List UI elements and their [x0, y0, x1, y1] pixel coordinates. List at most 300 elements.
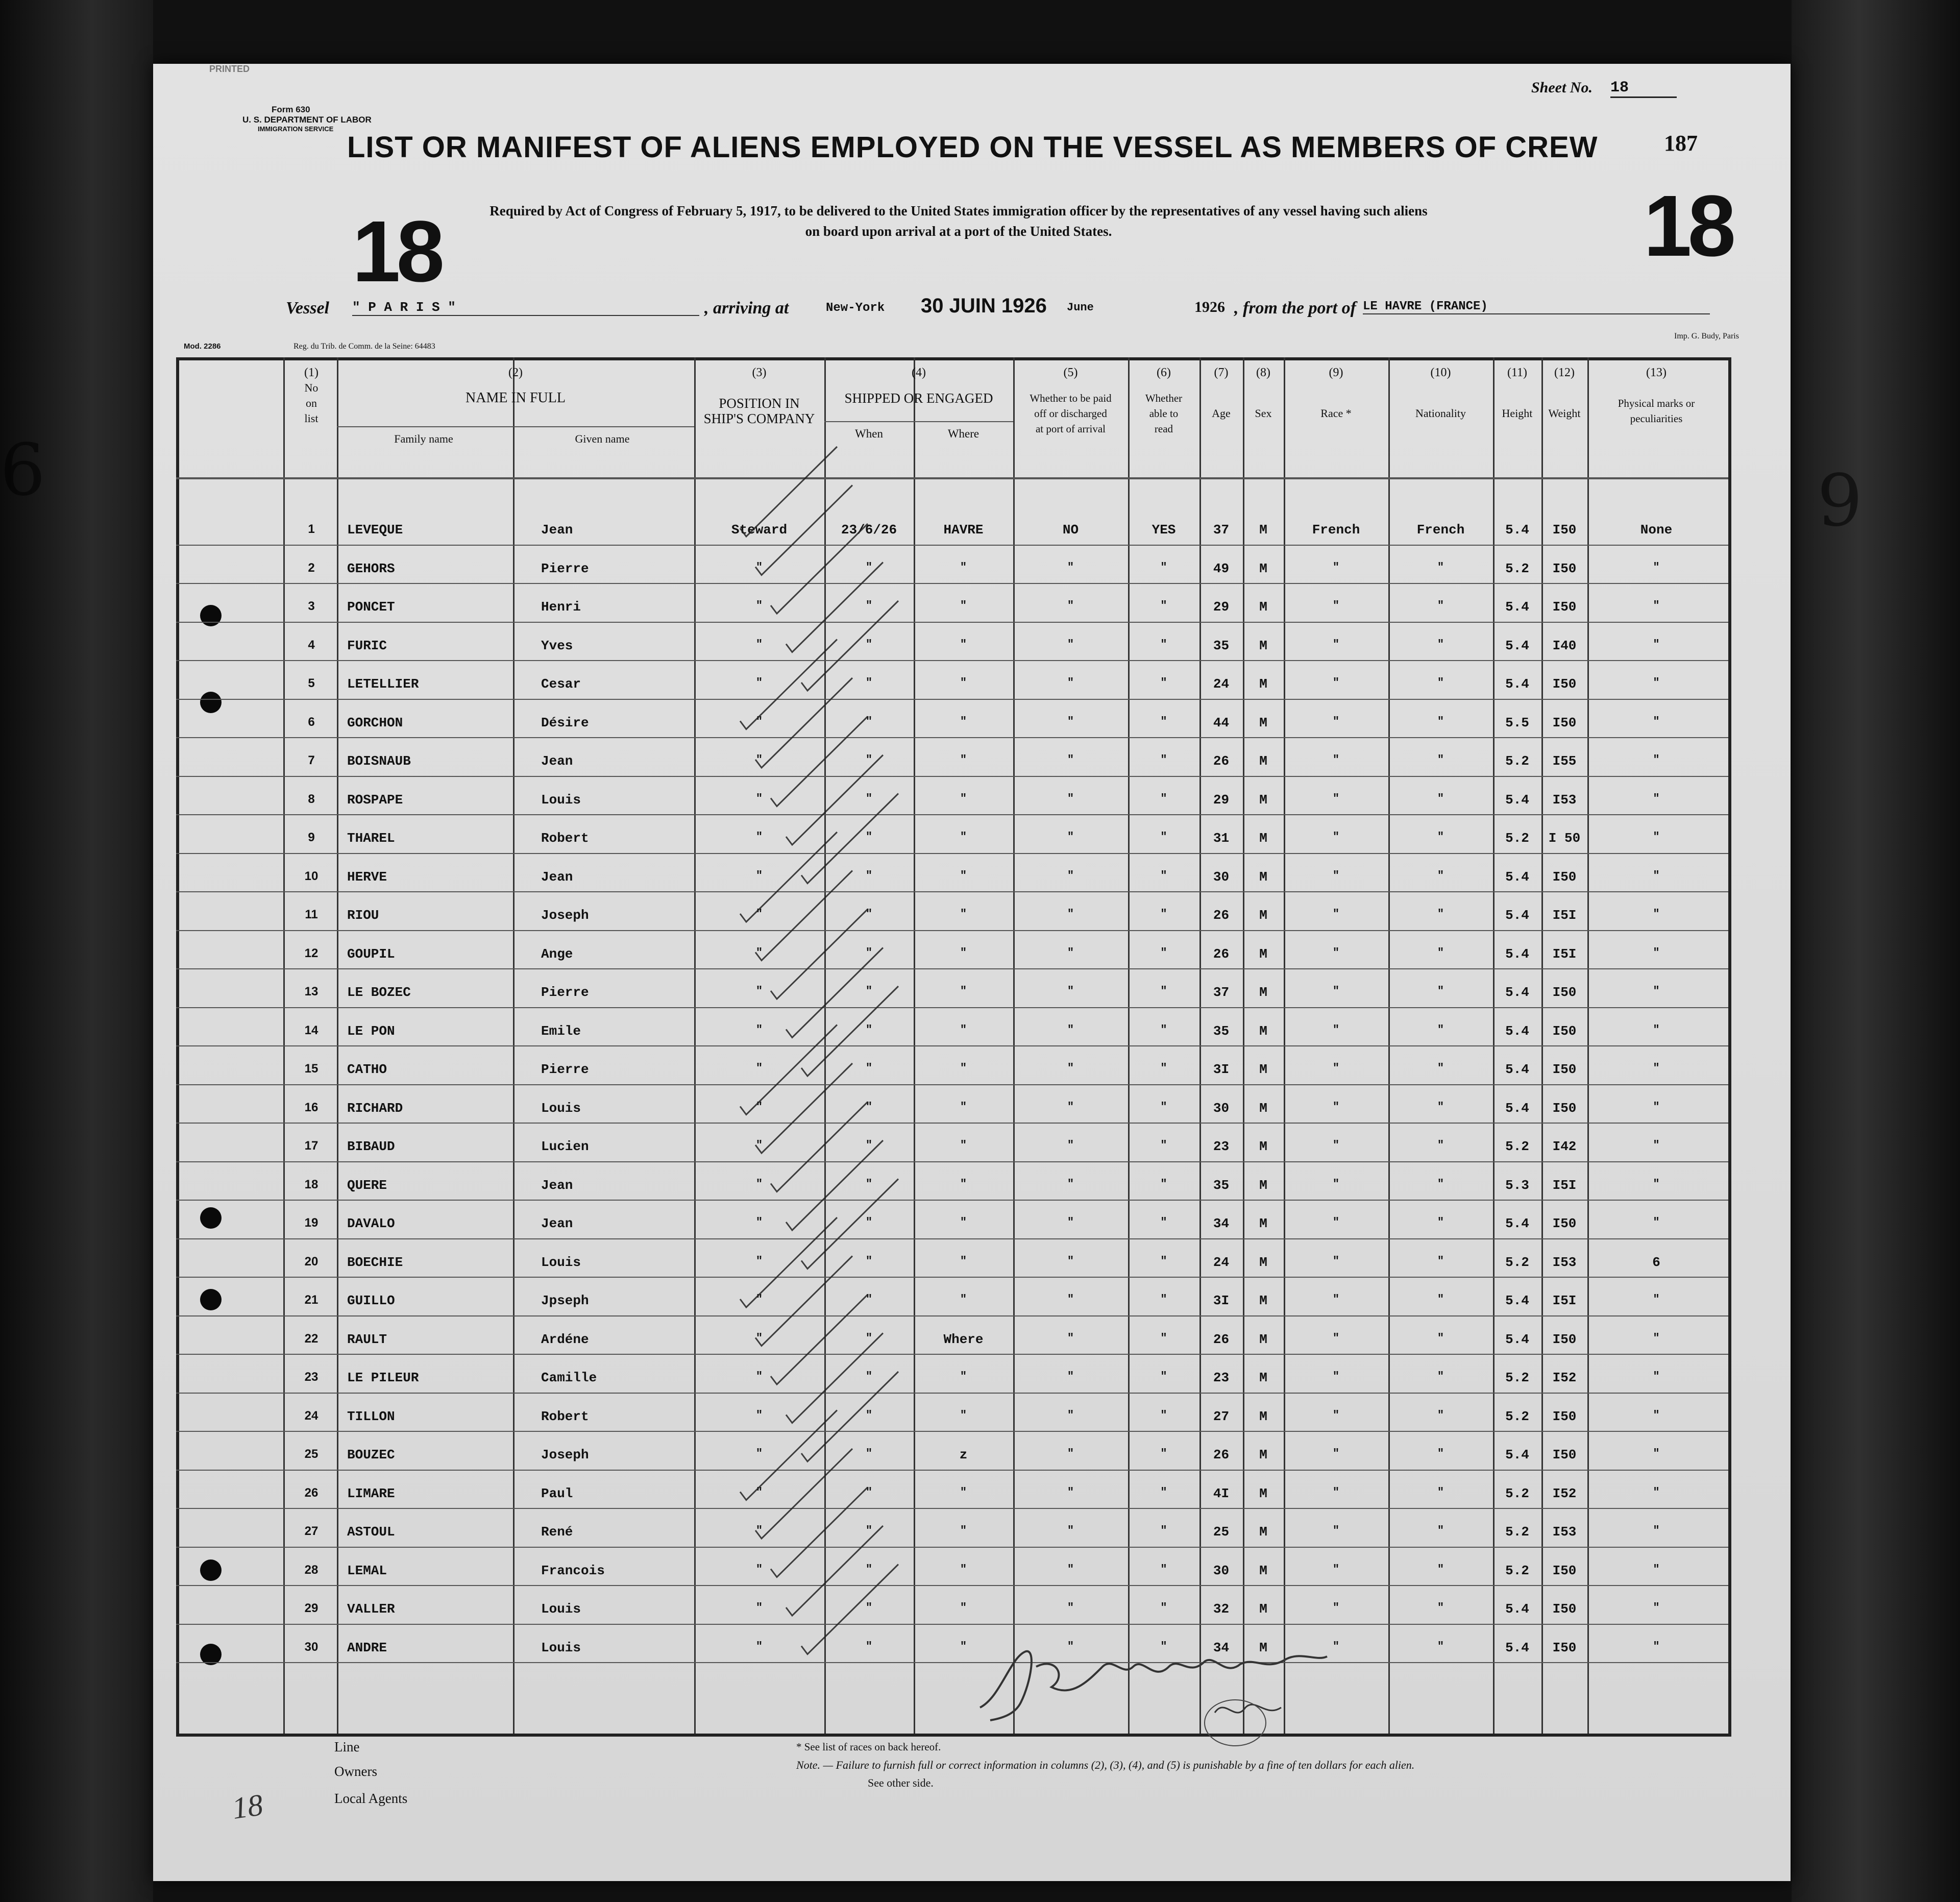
cell-height: 5.2 — [1505, 1254, 1529, 1270]
cell-family: TILLON — [347, 1408, 395, 1424]
cell-where: " — [960, 560, 967, 574]
cell-height: 5.4 — [1505, 1447, 1529, 1462]
cell-weight: I5I — [1552, 1293, 1577, 1308]
cell-nationality: " — [1437, 599, 1444, 612]
cell-age: 26 — [1213, 908, 1230, 923]
cell-paid: " — [1067, 1640, 1074, 1653]
cell-position: " — [755, 1524, 763, 1537]
cell-given: Joseph — [541, 908, 589, 923]
cell-when: " — [865, 1254, 873, 1267]
cell-nationality: " — [1437, 1331, 1444, 1345]
cell-given: Jean — [541, 522, 573, 538]
cell-nationality: " — [1437, 1100, 1444, 1113]
cell-when: " — [865, 1331, 873, 1345]
cell-race: " — [1332, 1485, 1340, 1499]
cell-read: " — [1160, 946, 1167, 959]
cell-when: " — [865, 985, 873, 997]
cell-age: 35 — [1213, 1023, 1230, 1039]
cell-read: " — [1160, 1563, 1167, 1576]
sheet-number: 18 — [1610, 79, 1677, 98]
cell-read: " — [1160, 599, 1167, 612]
check-mark — [740, 640, 837, 729]
race-note: * See list of races on back hereof. — [796, 1741, 941, 1753]
scan-edge-left — [0, 0, 153, 1902]
cell-given: Camille — [541, 1370, 597, 1385]
cell-paid: NO — [1062, 522, 1079, 538]
cell-no: 3 — [308, 599, 315, 613]
cell-nationality: " — [1437, 1524, 1444, 1537]
cell-marks: " — [1653, 676, 1660, 689]
cell-age: 34 — [1213, 1640, 1230, 1655]
cell-where: " — [960, 753, 967, 766]
cell-given: Louis — [541, 1640, 581, 1655]
form-number: Form 630 — [272, 105, 310, 114]
cell-race: " — [1332, 1447, 1340, 1460]
cell-paid: " — [1067, 1254, 1074, 1267]
cell-age: 29 — [1213, 599, 1230, 615]
cell-paid: " — [1067, 908, 1074, 920]
cell-marks: " — [1653, 985, 1660, 997]
cell-nationality: " — [1437, 715, 1444, 728]
check-mark — [786, 1140, 883, 1230]
cell-height: 5.4 — [1505, 1100, 1529, 1116]
cell-position: " — [755, 1447, 763, 1460]
cell-family: RIOU — [347, 908, 379, 923]
cell-paid: " — [1067, 1100, 1074, 1113]
page-number: 187 — [1664, 131, 1698, 156]
cell-family: BOISNAUB — [347, 753, 411, 769]
cell-where: " — [960, 1254, 967, 1267]
cell-race: " — [1332, 1177, 1340, 1190]
cell-given: René — [541, 1524, 573, 1540]
cell-sex: M — [1259, 1177, 1267, 1193]
cell-weight: I50 — [1552, 1331, 1577, 1347]
cell-nationality: " — [1437, 638, 1444, 651]
check-mark — [755, 1449, 852, 1539]
from-port-label: , from the port of — [1234, 299, 1356, 318]
sheet-label: Sheet No. — [1531, 79, 1592, 96]
cell-where: " — [960, 1216, 967, 1229]
cell-sex: M — [1259, 1254, 1267, 1270]
check-mark — [755, 678, 852, 768]
cell-family: PONCET — [347, 599, 395, 615]
cell-marks: " — [1653, 1177, 1660, 1190]
cell-paid: " — [1067, 1023, 1074, 1036]
cell-read: " — [1160, 1408, 1167, 1422]
cell-position: " — [755, 676, 763, 689]
col-header-given: Given name — [575, 432, 630, 445]
cell-read: " — [1160, 1293, 1167, 1306]
check-mark — [786, 1526, 883, 1616]
cell-height: 5.4 — [1505, 1293, 1529, 1308]
cell-read: " — [1160, 1601, 1167, 1614]
cell-where: " — [960, 1485, 967, 1499]
cell-marks: " — [1653, 1062, 1660, 1075]
cell-age: 37 — [1213, 522, 1230, 538]
cell-where: " — [960, 676, 967, 689]
cell-family: GOUPIL — [347, 946, 395, 962]
cell-marks: " — [1653, 1100, 1660, 1113]
check-mark — [801, 1565, 898, 1654]
col-header-10: (10) Nationality — [1415, 366, 1466, 420]
cell-weight: I50 — [1552, 985, 1577, 1000]
cell-marks: " — [1653, 1139, 1660, 1152]
cell-when: " — [865, 1524, 873, 1537]
cell-height: 5.4 — [1505, 908, 1529, 923]
cell-marks: " — [1653, 599, 1660, 612]
arriving-port: New-York — [826, 301, 885, 315]
cell-sex: M — [1259, 522, 1267, 538]
cell-given: Louis — [541, 1100, 581, 1116]
cell-paid: " — [1067, 1216, 1074, 1229]
cell-weight: I50 — [1552, 869, 1577, 885]
printer-credit: Imp. G. Budy, Paris — [1674, 332, 1739, 340]
col-header-when: When — [855, 427, 883, 440]
registry-line: Reg. du Trib. de Comm. de la Seine: 64483 — [293, 342, 435, 351]
cell-position: " — [755, 1100, 763, 1113]
cell-no: 28 — [304, 1563, 318, 1577]
cell-race: " — [1332, 638, 1340, 651]
cell-nationality: " — [1437, 1293, 1444, 1306]
inspector-signature — [970, 1636, 1337, 1748]
cell-position: " — [755, 1563, 763, 1576]
cell-no: 26 — [304, 1485, 318, 1500]
cell-given: Jean — [541, 869, 573, 885]
cell-when: " — [865, 1062, 873, 1075]
cell-weight: I50 — [1552, 599, 1577, 615]
cell-no: 19 — [304, 1216, 318, 1230]
cell-race: " — [1332, 1370, 1340, 1383]
cell-family: BIBAUD — [347, 1139, 395, 1154]
cell-position: " — [755, 1062, 763, 1075]
cell-no: 4 — [308, 638, 315, 652]
cell-height: 5.4 — [1505, 638, 1529, 653]
cell-marks: None — [1640, 522, 1673, 538]
cell-marks: " — [1653, 1524, 1660, 1537]
check-mark — [771, 717, 868, 807]
cell-read: " — [1160, 1177, 1167, 1190]
cell-marks: " — [1653, 1293, 1660, 1306]
cell-height: 5.4 — [1505, 522, 1529, 538]
cell-where: " — [960, 638, 967, 651]
cell-family: LETELLIER — [347, 676, 419, 692]
cell-marks: " — [1653, 1370, 1660, 1383]
cell-no: 2 — [308, 560, 315, 575]
cell-marks: " — [1653, 908, 1660, 920]
cell-position: " — [755, 869, 763, 882]
cell-sex: M — [1259, 638, 1267, 653]
cell-where: " — [960, 1293, 967, 1306]
cell-age: 4I — [1213, 1485, 1230, 1501]
see-other-side: See other side. — [868, 1776, 934, 1789]
cell-where: " — [960, 1100, 967, 1113]
cell-sex: M — [1259, 1601, 1267, 1617]
cell-marks: " — [1653, 1601, 1660, 1614]
cell-paid: " — [1067, 946, 1074, 959]
arrival-date-stamp: 30 JUIN 1926 — [921, 295, 1047, 317]
cell-where: z — [959, 1447, 968, 1462]
cell-family: LE PON — [347, 1023, 395, 1039]
local-agents-label: Local Agents — [334, 1791, 408, 1806]
cell-weight: I52 — [1552, 1485, 1577, 1501]
cell-weight: I50 — [1552, 1640, 1577, 1655]
cell-sex: M — [1259, 1524, 1267, 1540]
cell-height: 5.4 — [1505, 946, 1529, 962]
cell-read: " — [1160, 1640, 1167, 1653]
cell-family: VALLER — [347, 1601, 395, 1617]
cell-paid: " — [1067, 1408, 1074, 1422]
arriving-label: , arriving at — [704, 299, 789, 318]
cell-nationality: French — [1416, 522, 1465, 538]
col-header-5: (5) Whether to be paid off or discharged at port of arrival — [1030, 366, 1112, 435]
cell-family: LEMAL — [347, 1563, 387, 1578]
cell-family: CATHO — [347, 1062, 387, 1077]
cell-given: Pierre — [541, 560, 589, 576]
cell-read: " — [1160, 1216, 1167, 1229]
cell-paid: " — [1067, 1563, 1074, 1576]
cell-given: Désire — [541, 715, 589, 730]
cell-where: " — [960, 792, 967, 805]
cell-when: " — [865, 1485, 873, 1499]
cell-weight: I50 — [1552, 1100, 1577, 1116]
cell-height: 5.4 — [1505, 1331, 1529, 1347]
cell-paid: " — [1067, 1447, 1074, 1460]
cell-when: " — [865, 946, 873, 959]
cell-sex: M — [1259, 1447, 1267, 1462]
cell-height: 5.2 — [1505, 560, 1529, 576]
cell-race: " — [1332, 1139, 1340, 1152]
cell-sex: M — [1259, 869, 1267, 885]
cell-age: 24 — [1213, 676, 1230, 692]
cell-age: 44 — [1213, 715, 1230, 730]
cell-age: 26 — [1213, 1331, 1230, 1347]
cell-read: " — [1160, 1139, 1167, 1152]
cell-weight: I50 — [1552, 1563, 1577, 1578]
cell-height: 5.4 — [1505, 1062, 1529, 1077]
cell-when: " — [865, 1293, 873, 1306]
cell-read: " — [1160, 1254, 1167, 1267]
cell-race: " — [1332, 869, 1340, 882]
cell-given: Yves — [541, 638, 573, 653]
cell-marks: " — [1653, 1408, 1660, 1422]
check-mark — [771, 1488, 868, 1577]
cell-sex: M — [1259, 753, 1267, 769]
cell-where: Where — [943, 1331, 984, 1347]
cell-weight: I50 — [1552, 1216, 1577, 1231]
col-header-7: (7) Age — [1212, 366, 1231, 420]
cell-position: " — [755, 1023, 763, 1036]
cell-nationality: " — [1437, 1139, 1444, 1152]
cell-paid: " — [1067, 676, 1074, 689]
cell-position: " — [755, 1601, 763, 1614]
col-header-2: (2) NAME IN FULL — [465, 366, 566, 406]
cell-age: 3I — [1213, 1293, 1230, 1308]
cell-age: 34 — [1213, 1216, 1230, 1231]
cell-given: Louis — [541, 1601, 581, 1617]
check-mark — [801, 1372, 898, 1461]
cell-position: " — [755, 1408, 763, 1422]
cell-where: " — [960, 1640, 967, 1653]
cell-age: 3I — [1213, 1062, 1230, 1077]
check-mark — [801, 794, 898, 884]
cell-no: 20 — [304, 1254, 318, 1269]
cell-no: 7 — [308, 753, 315, 767]
cell-paid: " — [1067, 792, 1074, 805]
cell-family: LIMARE — [347, 1485, 395, 1501]
cell-race: French — [1312, 522, 1360, 538]
cell-when: " — [865, 676, 873, 689]
cell-given: Joseph — [541, 1447, 589, 1462]
cell-position: " — [755, 638, 763, 651]
check-mark — [740, 1217, 837, 1307]
bleed-through-mark-right: 9 — [1817, 459, 1863, 543]
cell-where: " — [960, 715, 967, 728]
cell-height: 5.4 — [1505, 1023, 1529, 1039]
cell-weight: I5I — [1552, 908, 1577, 923]
check-mark — [801, 601, 898, 691]
cell-race: " — [1332, 908, 1340, 920]
col-header-family: Family name — [394, 432, 453, 445]
cell-when: " — [865, 599, 873, 612]
cell-height: 5.4 — [1505, 792, 1529, 808]
cell-when: " — [865, 1023, 873, 1036]
cell-family: LEVEQUE — [347, 522, 403, 538]
cell-where: " — [960, 908, 967, 920]
cell-position: " — [755, 1139, 763, 1152]
cell-no: 21 — [304, 1293, 318, 1307]
cell-given: Louis — [541, 1254, 581, 1270]
check-mark — [771, 1295, 868, 1384]
cell-position: " — [755, 1293, 763, 1306]
cell-family: GUILLO — [347, 1293, 395, 1308]
cell-sex: M — [1259, 1408, 1267, 1424]
cell-no: 29 — [304, 1601, 318, 1615]
cell-no: 27 — [304, 1524, 318, 1538]
service: IMMIGRATION SERVICE — [258, 125, 334, 133]
cell-marks: " — [1653, 946, 1660, 959]
cell-when: " — [865, 1563, 873, 1576]
cell-height: 5.2 — [1505, 1408, 1529, 1424]
cell-height: 5.2 — [1505, 1370, 1529, 1385]
cell-sex: M — [1259, 946, 1267, 962]
cell-given: Louis — [541, 792, 581, 808]
cell-read: " — [1160, 908, 1167, 920]
cell-read: " — [1160, 1100, 1167, 1113]
department: U. S. DEPARTMENT OF LABOR — [242, 115, 372, 125]
cell-height: 5.2 — [1505, 831, 1529, 846]
cell-marks: " — [1653, 1563, 1660, 1576]
cell-nationality: " — [1437, 676, 1444, 689]
cell-race: " — [1332, 1254, 1340, 1267]
cell-weight: I53 — [1552, 1524, 1577, 1540]
cell-weight: I5I — [1552, 946, 1577, 962]
cell-when: " — [865, 1100, 873, 1113]
cell-weight: I52 — [1552, 1370, 1577, 1385]
cell-when: " — [865, 753, 873, 766]
cell-race: " — [1332, 1563, 1340, 1576]
cell-age: 23 — [1213, 1370, 1230, 1385]
cell-family: ROSPAPE — [347, 792, 403, 808]
cell-family: ASTOUL — [347, 1524, 395, 1540]
cell-position: " — [755, 1485, 763, 1499]
cell-marks: " — [1653, 1216, 1660, 1229]
cell-read: " — [1160, 869, 1167, 882]
cell-where: " — [960, 1023, 967, 1036]
arrival-month: June — [1067, 301, 1094, 314]
cell-nationality: " — [1437, 908, 1444, 920]
cell-no: 14 — [304, 1023, 318, 1037]
cell-when: " — [865, 560, 873, 574]
check-mark — [740, 832, 837, 922]
cell-given: Lucien — [541, 1139, 589, 1154]
cell-read: " — [1160, 985, 1167, 997]
cell-sex: M — [1259, 1485, 1267, 1501]
cell-height: 5.4 — [1505, 1216, 1529, 1231]
cell-read: " — [1160, 831, 1167, 843]
cell-no: 6 — [308, 715, 315, 729]
mod-number: Mod. 2286 — [184, 342, 221, 351]
cell-age: 31 — [1213, 831, 1230, 846]
cell-family: RAULT — [347, 1331, 387, 1347]
cell-read: " — [1160, 1447, 1167, 1460]
cell-age: 26 — [1213, 946, 1230, 962]
top-left-partial: PRINTED — [209, 64, 250, 74]
cell-family: FURIC — [347, 638, 387, 653]
cell-nationality: " — [1437, 792, 1444, 805]
cell-where: " — [960, 831, 967, 843]
bleed-through-mark-left: 6 — [0, 429, 46, 512]
cell-age: 29 — [1213, 792, 1230, 808]
cell-weight: I55 — [1552, 753, 1577, 769]
cell-read: " — [1160, 1331, 1167, 1345]
cell-race: " — [1332, 599, 1340, 612]
cell-no: 8 — [308, 792, 315, 806]
cell-where: " — [960, 1177, 967, 1190]
cell-where: " — [960, 1062, 967, 1075]
cell-nationality: " — [1437, 831, 1444, 843]
cell-nationality: " — [1437, 946, 1444, 959]
cell-sex: M — [1259, 1640, 1267, 1655]
cell-no: 23 — [304, 1370, 318, 1384]
cell-nationality: " — [1437, 1062, 1444, 1075]
cell-no: 5 — [308, 676, 315, 690]
cell-no: 17 — [304, 1139, 318, 1153]
cell-given: Henri — [541, 599, 581, 615]
cell-weight: I42 — [1552, 1139, 1577, 1154]
cell-race: " — [1332, 1023, 1340, 1036]
cell-read: " — [1160, 676, 1167, 689]
scan-edge-right — [1792, 0, 1960, 1902]
cell-sex: M — [1259, 1100, 1267, 1116]
col-header-4: (4) SHIPPED OR ENGAGED — [844, 366, 993, 406]
check-mark — [755, 1256, 852, 1346]
cell-race: " — [1332, 831, 1340, 843]
cell-sex: M — [1259, 1062, 1267, 1077]
cell-height: 5.4 — [1505, 1601, 1529, 1617]
cell-given: Ange — [541, 946, 573, 962]
check-mark — [755, 485, 852, 575]
cell-age: 24 — [1213, 1254, 1230, 1270]
cell-marks: " — [1653, 753, 1660, 766]
cell-sex: M — [1259, 1023, 1267, 1039]
stamp-number-right: 18 — [1644, 178, 1732, 275]
cell-age: 30 — [1213, 1563, 1230, 1578]
cell-age: 25 — [1213, 1524, 1230, 1540]
cell-when: 23/6/26 — [841, 522, 897, 538]
cell-family: GEHORS — [347, 560, 395, 576]
cell-nationality: " — [1437, 1023, 1444, 1036]
cell-marks: " — [1653, 1023, 1660, 1036]
